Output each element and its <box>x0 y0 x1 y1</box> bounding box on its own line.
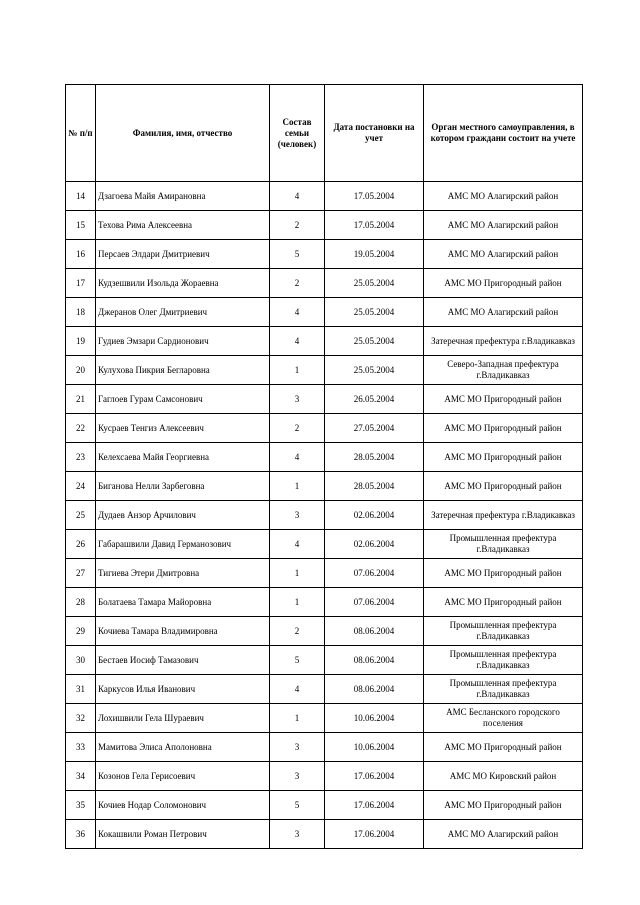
table-body <box>66 182 583 849</box>
cell-authority: АМС МО Алагирский район <box>424 182 583 211</box>
cell-num: 31 <box>66 675 96 704</box>
cell-registration-date: 25.05.2004 <box>325 327 424 356</box>
cell-authority: Промышленная префектура г.Владикавказ <box>424 646 583 675</box>
table-row <box>66 791 583 820</box>
table-row <box>66 443 583 472</box>
cell-authority: АМС МО Алагирский район <box>424 240 583 269</box>
cell-family-size: 4 <box>270 298 325 327</box>
cell-num: 23 <box>66 443 96 472</box>
cell-authority: АМС МО Пригородный район <box>424 733 583 762</box>
cell-registration-date: 02.06.2004 <box>325 530 424 559</box>
cell-authority: Затеречная префектура г.Владикавказ <box>424 501 583 530</box>
table-row <box>66 472 583 501</box>
cell-registration-date: 25.05.2004 <box>325 356 424 385</box>
cell-authority: АМС МО Пригородный район <box>424 385 583 414</box>
cell-authority: АМС МО Пригородный район <box>424 559 583 588</box>
table-row <box>66 182 583 211</box>
table-row <box>66 240 583 269</box>
cell-family-size: 3 <box>270 762 325 791</box>
cell-num: 29 <box>66 617 96 646</box>
cell-name: Дудаев Анзор Арчилович <box>96 501 270 530</box>
cell-registration-date: 19.05.2004 <box>325 240 424 269</box>
header-num: № п/п <box>66 85 96 182</box>
cell-authority: АМС МО Алагирский район <box>424 298 583 327</box>
cell-registration-date: 08.06.2004 <box>325 675 424 704</box>
cell-authority: Промышленная префектура г.Владикавказ <box>424 530 583 559</box>
table-row <box>66 211 583 240</box>
cell-authority: АМС МО Пригородный район <box>424 269 583 298</box>
cell-authority: АМС МО Пригородный район <box>424 414 583 443</box>
cell-name: Персаев Элдари Дмитриевич <box>96 240 270 269</box>
cell-family-size: 2 <box>270 617 325 646</box>
cell-authority: АМС МО Пригородный район <box>424 472 583 501</box>
cell-registration-date: 25.05.2004 <box>325 269 424 298</box>
cell-registration-date: 28.05.2004 <box>325 443 424 472</box>
cell-family-size: 1 <box>270 356 325 385</box>
cell-family-size: 3 <box>270 733 325 762</box>
cell-name: Каркусов Илья Иванович <box>96 675 270 704</box>
cell-authority: АМС МО Пригородный район <box>424 791 583 820</box>
cell-family-size: 1 <box>270 559 325 588</box>
cell-authority: АМС МО Алагирский район <box>424 820 583 849</box>
cell-num: 21 <box>66 385 96 414</box>
cell-name: Козонов Гела Герисоевич <box>96 762 270 791</box>
table-header <box>66 85 583 182</box>
table-row <box>66 704 583 733</box>
cell-authority: АМС МО Пригородный район <box>424 588 583 617</box>
header-family-size: Состав семьи (человек) <box>270 85 325 182</box>
cell-num: 16 <box>66 240 96 269</box>
cell-authority: Промышленная префектура г.Владикавказ <box>424 675 583 704</box>
cell-authority: АМС МО Пригородный район <box>424 443 583 472</box>
cell-authority: Промышленная префектура г.Владикавказ <box>424 617 583 646</box>
cell-num: 27 <box>66 559 96 588</box>
cell-registration-date: 08.06.2004 <box>325 617 424 646</box>
cell-name: Кусраев Тенгиз Алексеевич <box>96 414 270 443</box>
cell-num: 17 <box>66 269 96 298</box>
cell-registration-date: 17.05.2004 <box>325 182 424 211</box>
cell-name: Гудиев Эмзари Сардионович <box>96 327 270 356</box>
cell-num: 36 <box>66 820 96 849</box>
cell-num: 25 <box>66 501 96 530</box>
cell-num: 14 <box>66 182 96 211</box>
cell-family-size: 1 <box>270 704 325 733</box>
cell-name: Бестаев Иосиф Тамазович <box>96 646 270 675</box>
table-row <box>66 588 583 617</box>
table-row <box>66 269 583 298</box>
header-registration-date: Дата постановки на учет <box>325 85 424 182</box>
cell-registration-date: 02.06.2004 <box>325 501 424 530</box>
table-row <box>66 530 583 559</box>
cell-family-size: 3 <box>270 385 325 414</box>
cell-num: 18 <box>66 298 96 327</box>
cell-num: 19 <box>66 327 96 356</box>
table-row <box>66 820 583 849</box>
cell-registration-date: 10.06.2004 <box>325 733 424 762</box>
cell-family-size: 1 <box>270 472 325 501</box>
table-row <box>66 327 583 356</box>
cell-registration-date: 28.05.2004 <box>325 472 424 501</box>
table-row <box>66 559 583 588</box>
cell-family-size: 2 <box>270 211 325 240</box>
cell-family-size: 2 <box>270 269 325 298</box>
cell-name: Кулухова Пикрия Бегларовна <box>96 356 270 385</box>
header-authority: Орган местного самоуправления, в котором граждани состоит на учете <box>424 85 583 182</box>
cell-name: Джеранов Олег Дмитриевич <box>96 298 270 327</box>
cell-registration-date: 10.06.2004 <box>325 704 424 733</box>
cell-num: 32 <box>66 704 96 733</box>
cell-registration-date: 25.05.2004 <box>325 298 424 327</box>
cell-registration-date: 17.06.2004 <box>325 820 424 849</box>
cell-authority: АМС МО Алагирский район <box>424 211 583 240</box>
cell-name: Кочиева Тамара Владимировна <box>96 617 270 646</box>
cell-name: Лохишвили Гела Шураевич <box>96 704 270 733</box>
cell-num: 20 <box>66 356 96 385</box>
cell-family-size: 5 <box>270 791 325 820</box>
cell-name: Болатаева Тамара Майоровна <box>96 588 270 617</box>
cell-registration-date: 08.06.2004 <box>325 646 424 675</box>
cell-name: Келехсаева Майя Георгиевна <box>96 443 270 472</box>
cell-name: Техова Рима Алексеевна <box>96 211 270 240</box>
cell-num: 15 <box>66 211 96 240</box>
cell-num: 22 <box>66 414 96 443</box>
cell-name: Гаглоев Гурам Самсонович <box>96 385 270 414</box>
cell-num: 26 <box>66 530 96 559</box>
cell-registration-date: 17.06.2004 <box>325 791 424 820</box>
cell-registration-date: 27.05.2004 <box>325 414 424 443</box>
cell-num: 24 <box>66 472 96 501</box>
cell-name: Кочиев Нодар Соломонович <box>96 791 270 820</box>
cell-name: Биганова Нелли Зарбеговна <box>96 472 270 501</box>
cell-family-size: 4 <box>270 182 325 211</box>
cell-authority: АМС МО Кировский район <box>424 762 583 791</box>
cell-family-size: 4 <box>270 530 325 559</box>
cell-num: 35 <box>66 791 96 820</box>
table-row <box>66 617 583 646</box>
cell-authority: Затеречная префектура г.Владикавказ <box>424 327 583 356</box>
cell-family-size: 2 <box>270 414 325 443</box>
cell-family-size: 4 <box>270 443 325 472</box>
cell-family-size: 1 <box>270 588 325 617</box>
cell-num: 30 <box>66 646 96 675</box>
cell-name: Габарашвили Давид Германозович <box>96 530 270 559</box>
table-row <box>66 762 583 791</box>
cell-num: 28 <box>66 588 96 617</box>
cell-registration-date: 26.05.2004 <box>325 385 424 414</box>
cell-name: Кудзешвили Изольда Жораевна <box>96 269 270 298</box>
cell-family-size: 4 <box>270 327 325 356</box>
cell-name: Тигиева Этери Дмитровна <box>96 559 270 588</box>
cell-family-size: 5 <box>270 240 325 269</box>
cell-name: Мамитова Элиса Аполоновна <box>96 733 270 762</box>
cell-family-size: 5 <box>270 646 325 675</box>
header-row <box>66 85 583 182</box>
cell-authority: Северо-Западная префектура г.Владикавказ <box>424 356 583 385</box>
table-row <box>66 298 583 327</box>
table-row <box>66 675 583 704</box>
registry-table <box>65 84 583 849</box>
table-row <box>66 501 583 530</box>
cell-family-size: 3 <box>270 501 325 530</box>
cell-registration-date: 17.06.2004 <box>325 762 424 791</box>
cell-family-size: 3 <box>270 820 325 849</box>
cell-registration-date: 07.06.2004 <box>325 588 424 617</box>
table-row <box>66 414 583 443</box>
cell-name: Дзагоева Майя Амирановна <box>96 182 270 211</box>
cell-name: Кокашвили Роман Петрович <box>96 820 270 849</box>
cell-family-size: 4 <box>270 675 325 704</box>
cell-authority: АМС Бесланского городского поселения <box>424 704 583 733</box>
cell-registration-date: 17.05.2004 <box>325 211 424 240</box>
cell-num: 33 <box>66 733 96 762</box>
header-name: Фамилия, имя, отчество <box>96 85 270 182</box>
table-row <box>66 646 583 675</box>
table-row <box>66 385 583 414</box>
cell-num: 34 <box>66 762 96 791</box>
table-row <box>66 356 583 385</box>
table-row <box>66 733 583 762</box>
cell-registration-date: 07.06.2004 <box>325 559 424 588</box>
